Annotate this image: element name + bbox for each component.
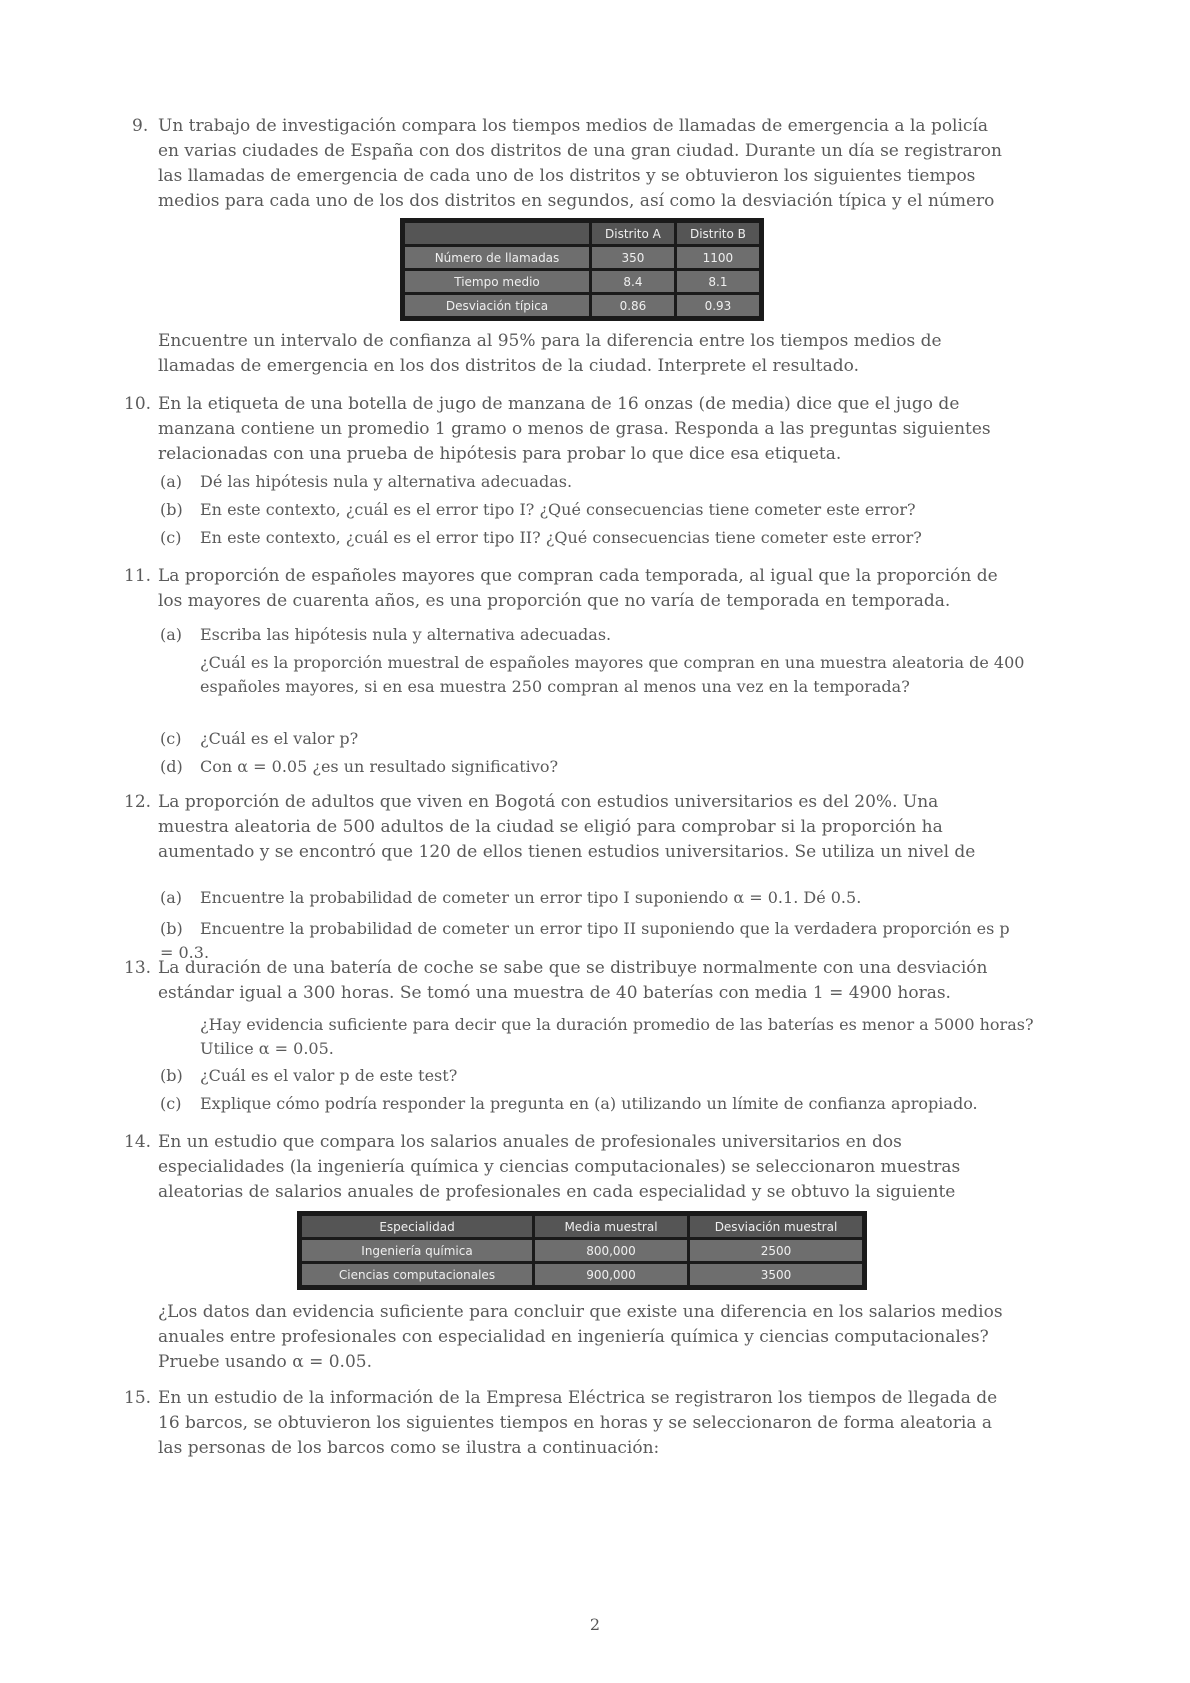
table-cell: Tiempo medio bbox=[403, 270, 591, 294]
list-item bbox=[160, 651, 1050, 723]
table-cell: 800,000 bbox=[534, 1239, 689, 1263]
item-label: (c) bbox=[160, 1094, 182, 1113]
table-row bbox=[403, 246, 762, 270]
table-header-cell: Desviación muestral bbox=[689, 1214, 865, 1239]
table-cell: 8.1 bbox=[675, 270, 761, 294]
table-row bbox=[403, 294, 762, 319]
table-cell: Ingeniería química bbox=[300, 1239, 534, 1263]
list-item bbox=[160, 1092, 1010, 1116]
item-label bbox=[160, 651, 200, 675]
table-header-cell: Media muestral bbox=[534, 1214, 689, 1239]
list-item bbox=[160, 623, 1010, 647]
list-item bbox=[160, 755, 1010, 779]
item-text: En este contexto, ¿cuál es el error tipo I? ¿Qué consecuencias tiene cometer este error? bbox=[200, 500, 916, 519]
table-cell: 0.93 bbox=[675, 294, 761, 319]
problem-14-number: 14. bbox=[124, 1132, 152, 1152]
problem-9-table bbox=[400, 218, 764, 321]
table-header-cell bbox=[403, 221, 591, 246]
item-text: Con α = 0.05 ¿es un resultado significativo? bbox=[200, 757, 559, 776]
item-label: (a) bbox=[160, 472, 183, 491]
table-cell: Desviación típica bbox=[403, 294, 591, 319]
problem-15-number: 15. bbox=[124, 1388, 152, 1408]
problem-13-number: 13. bbox=[124, 958, 152, 978]
problem-15-intro: En un estudio de la información de la Empresa Eléctrica se registraron los tiempos de llegada de 16 barcos, se obtuvieron los siguientes tiempos en horas y se seleccionaron de forma aleatoria a las personas de los barcos como se ilustra a continuación: bbox=[158, 1388, 998, 1458]
table-row bbox=[403, 270, 762, 294]
table-cell: 3500 bbox=[689, 1263, 865, 1288]
item-text: Encuentre la probabilidad de cometer un error tipo II suponiendo que la verdadera proporción es p = 0.3. bbox=[160, 919, 1010, 962]
page-number: 2 bbox=[589, 1615, 601, 1634]
table-header-cell: Distrito A bbox=[591, 221, 676, 246]
list-item bbox=[160, 1064, 1010, 1088]
problem-13-intro: La duración de una batería de coche se sabe que se distribuye normalmente con una desviación estándar igual a 300 horas. Se tomó una muestra de 40 baterías con media 1 = 4900 horas. bbox=[158, 958, 988, 1003]
item-label: (a) bbox=[160, 888, 183, 907]
table-cell: 1100 bbox=[675, 246, 761, 270]
list-item bbox=[160, 470, 1010, 494]
problem-9-intro: Un trabajo de investigación compara los tiempos medios de llamadas de emergencia a la policía en varias ciudades de España con dos distritos de una gran ciudad. Durante un día se registraron las llamadas de emergencia de cada uno de los distritos y se obtuvieron los siguientes tiempos medios para cada uno de los dos distritos en segundos, así como la desviación típica y el número bbox=[158, 116, 1002, 211]
problem-11-number: 11. bbox=[124, 566, 152, 586]
item-label: (d) bbox=[160, 757, 183, 776]
list-item bbox=[160, 498, 1010, 522]
table-cell: 8.4 bbox=[591, 270, 676, 294]
item-label: (b) bbox=[160, 1066, 183, 1085]
item-label: (a) bbox=[160, 625, 183, 644]
item-text: ¿Cuál es la proporción muestral de españoles mayores que compran en una muestra aleatoria de 400 españoles mayores, si en esa muestra 250 compran al menos una vez en la temporada? bbox=[200, 653, 1025, 696]
problem-10-number: 10. bbox=[124, 394, 152, 414]
item-label: (c) bbox=[160, 729, 182, 748]
item-text: ¿Cuál es el valor p de este test? bbox=[200, 1066, 458, 1085]
item-text: Explique cómo podría responder la pregunta en (a) utilizando un límite de confianza apropiado. bbox=[200, 1094, 978, 1113]
list-item bbox=[160, 886, 1010, 910]
table-row bbox=[300, 1263, 865, 1288]
table-cell: 350 bbox=[591, 246, 676, 270]
problem-12-intro: La proporción de adultos que viven en Bogotá con estudios universitarios es del 20%. Una muestra aleatoria de 500 adultos de la ciudad se eligió para comprobar si la proporción ha aumentado y se encontró que 120 de ellos tienen estudios universitarios. Se utiliza un nivel de bbox=[158, 792, 976, 862]
problem-14-question: ¿Los datos dan evidencia suficiente para concluir que existe una diferencia en los salarios medios anuales entre profesionales con especialidad en ingeniería química y ciencias computacionales? Pruebe usando α = 0.05. bbox=[158, 1302, 1003, 1372]
list-item bbox=[160, 526, 1010, 550]
item-text: Encuentre la probabilidad de cometer un error tipo I suponiendo α = 0.1. Dé 0.5. bbox=[200, 888, 862, 907]
item-text: En este contexto, ¿cuál es el error tipo II? ¿Qué consecuencias tiene cometer este error? bbox=[200, 528, 922, 547]
item-text: ¿Hay evidencia suficiente para decir que la duración promedio de las baterías es menor a 5000 horas? Utilice α = 0.05. bbox=[200, 1015, 1034, 1058]
table-row bbox=[300, 1239, 865, 1263]
problem-9-number: 9. bbox=[132, 116, 149, 136]
table-cell: 0.86 bbox=[591, 294, 676, 319]
problem-9-question: Encuentre un intervalo de confianza al 95% para la diferencia entre los tiempos medios de llamadas de emergencia en los dos distritos de la ciudad. Interprete el resultado. bbox=[158, 331, 942, 376]
table-header-row bbox=[403, 221, 762, 246]
item-text: ¿Cuál es el valor p? bbox=[200, 729, 359, 748]
problem-14-intro: En un estudio que compara los salarios anuales de profesionales universitarios en dos especialidades (la ingeniería química y ciencias computacionales) se seleccionaron muestras aleatorias de salarios anuales de profesionales en cada especialidad y se obtuvo la siguiente bbox=[158, 1132, 961, 1202]
list-item bbox=[160, 1013, 1050, 1061]
item-label: (b) bbox=[160, 500, 183, 519]
table-header-cell: Distrito B bbox=[675, 221, 761, 246]
table-header-row bbox=[300, 1214, 865, 1239]
problem-11-intro: La proporción de españoles mayores que compran cada temporada, al igual que la proporción de los mayores de cuarenta años, es una proporción que no varía de temporada en temporada. bbox=[158, 566, 998, 611]
problem-12-number: 12. bbox=[124, 792, 152, 812]
item-text: Dé las hipótesis nula y alternativa adecuadas. bbox=[200, 472, 573, 491]
item-text: Escriba las hipótesis nula y alternativa adecuadas. bbox=[200, 625, 612, 644]
item-label bbox=[160, 1013, 200, 1037]
table-cell: 2500 bbox=[689, 1239, 865, 1263]
table-cell: Ciencias computacionales bbox=[300, 1263, 534, 1288]
table-cell: 900,000 bbox=[534, 1263, 689, 1288]
table-header-cell: Especialidad bbox=[300, 1214, 534, 1239]
problem-10-intro: En la etiqueta de una botella de jugo de manzana de 16 onzas (de media) dice que el jugo de manzana contiene un promedio 1 gramo o menos de grasa. Responda a las preguntas siguientes relacionadas con una prueba de hipótesis para probar lo que dice esa etiqueta. bbox=[158, 394, 991, 464]
table-cell: Número de llamadas bbox=[403, 246, 591, 270]
item-label: (b) bbox=[160, 919, 183, 938]
item-label: (c) bbox=[160, 528, 182, 547]
problem-14-table bbox=[297, 1211, 867, 1290]
list-item bbox=[160, 727, 1010, 751]
